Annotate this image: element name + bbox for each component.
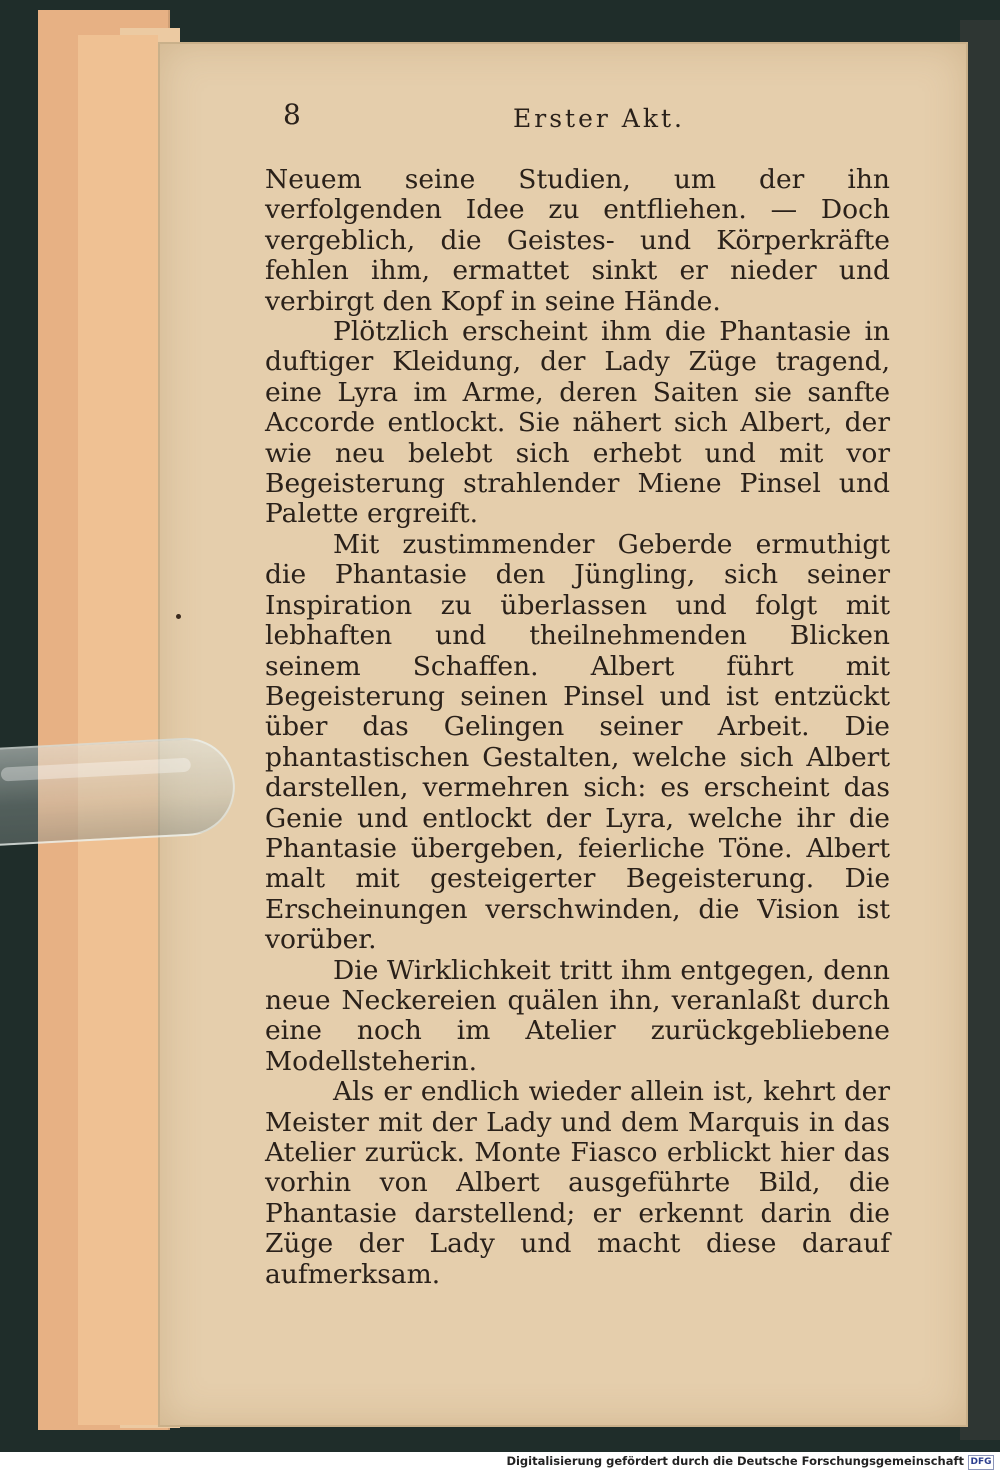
page-header xyxy=(283,98,883,138)
dfg-logo-icon: DFG xyxy=(968,1455,994,1470)
paper-speck xyxy=(176,614,181,619)
paragraph: Die Wirklichkeit tritt ihm entgegen, denn neue Neckereien quälen ihn, veranlaßt durch eine noch im Atelier zurückgebliebene Modellsteherin. xyxy=(265,954,890,1077)
footer-bar xyxy=(0,1452,1000,1474)
paragraph: Als er endlich wieder allein ist, kehrt der Meister mit der Lady und dem Marquis in das Atelier zurück. Monte Fiasco erblickt hier das vorhin von Albert ausgeführte Bild, die Phantasie darstellend; er erkennt darin die Züge der Lady und macht diese darauf aufmerksam. xyxy=(265,1076,890,1290)
funding-credit: Digitalisierung gefördert durch die Deutsche Forschungsgemeinschaft xyxy=(506,1454,964,1468)
glass-page-holder xyxy=(0,735,237,846)
body-text xyxy=(265,165,890,1290)
paragraph: Neuem seine Studien, um der ihn verfolgenden Idee zu entfliehen. — Doch vergeblich, die Geistes- und Körperkräfte fehlen ihm, ermattet sinkt er nieder und verbirgt den Kopf in seine Hände. xyxy=(265,164,890,317)
paragraph: Mit zustimmender Geberde ermuthigt die Phantasie den Jüngling, sich seiner Inspiration zu überlassen und folgt mit lebhaften und theilnehmenden Blicken seinem Schaffen. Albert führt mit Begeisterung seinen Pinsel und ist entzückt über das Gelingen seiner Arbeit. Die phantastischen Gestalten, welche sich Albert darstellen, vermehren sich: es erscheint das Genie und entlockt der Lyra, welche ihr die Phantasie übergeben, feierliche Töne. Albert malt mit gesteigerter Begeisterung. Die Erscheinungen verschwinden, die Vision ist vorüber. xyxy=(265,528,890,956)
page-stack-edge-inner xyxy=(78,35,158,1425)
glass-sheen xyxy=(1,758,191,782)
page-number: 8 xyxy=(283,98,301,131)
running-head: Erster Akt. xyxy=(513,104,685,133)
paragraph: Plötzlich erscheint ihm die Phantasie in duftiger Kleidung, der Lady Züge tragend, eine Lyra im Arme, deren Saiten sie sanfte Accorde entlockt. Sie nähert sich Albert, der wie neu belebt sich erhebt und mit vor Begeisterung strahlender Miene Pinsel und Palette ergreift. xyxy=(265,316,890,530)
